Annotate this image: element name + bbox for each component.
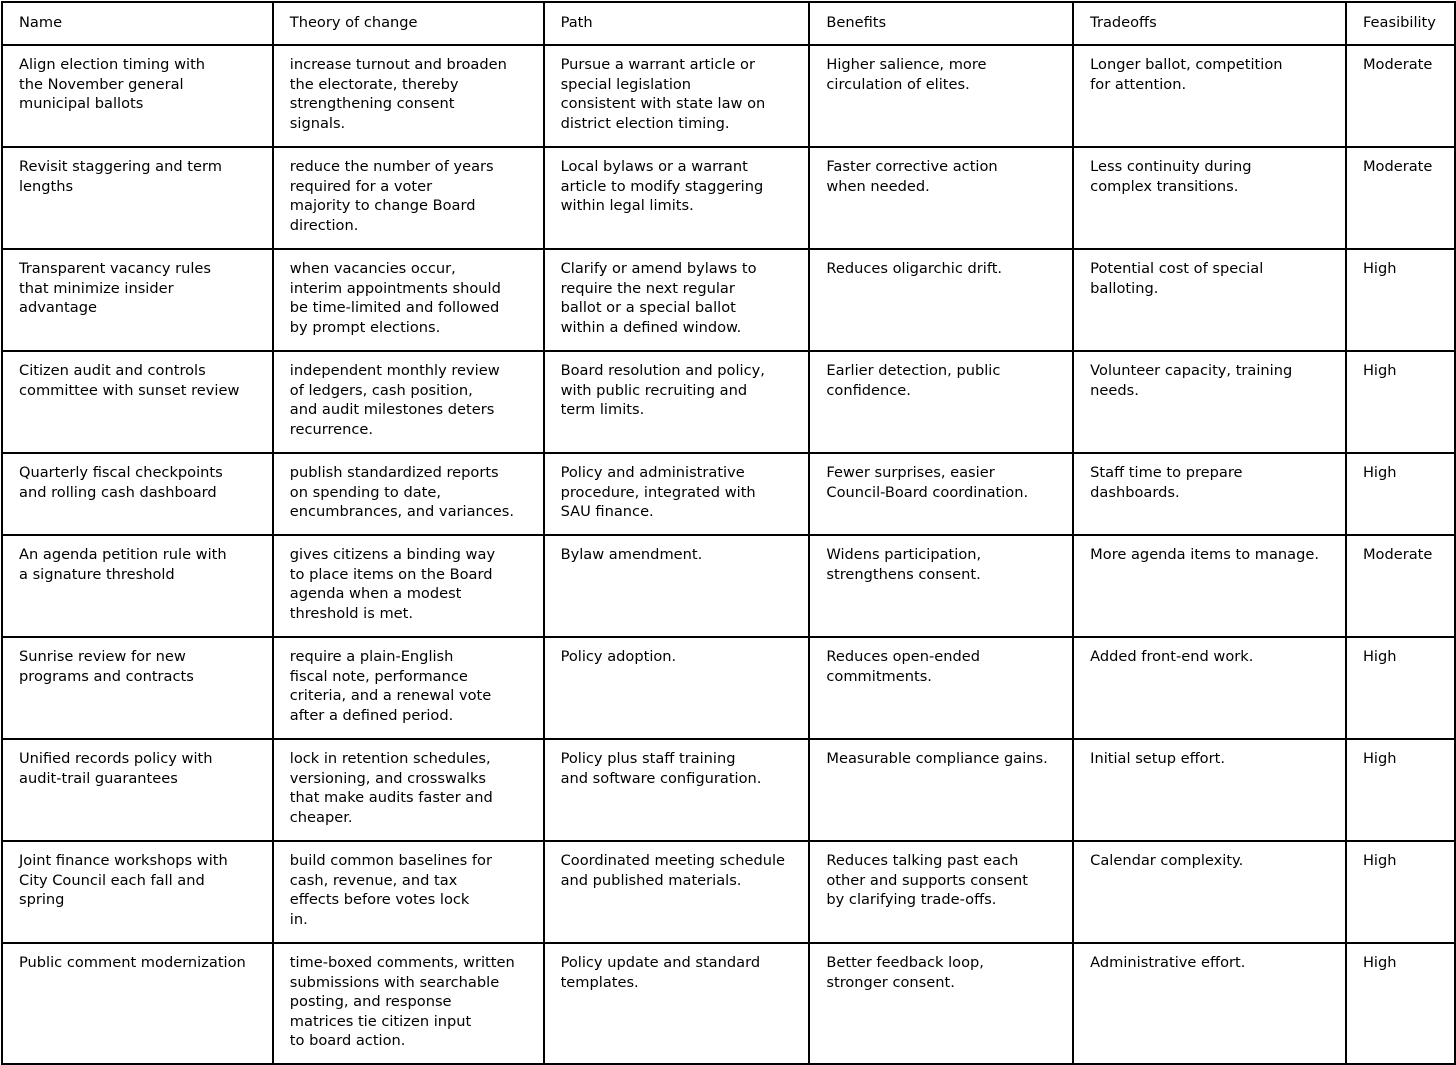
cell-theory [273, 637, 544, 739]
cell-benefits [809, 249, 1073, 351]
column-header-feasibility: Feasibility [1346, 2, 1455, 45]
cell-benefits-text: Higher salience, more circulation of elites. [826, 56, 987, 93]
cell-theory [273, 351, 544, 453]
cell-name-text: Citizen audit and controls committee with sunset review [19, 362, 240, 399]
cell-name [2, 637, 273, 739]
cell-feasibility [1346, 535, 1455, 637]
cell-name-text: Transparent vacancy rules that minimize insider advantage [19, 260, 212, 317]
table-row [2, 45, 1455, 147]
cell-tradeoffs [1073, 739, 1346, 841]
cell-path [544, 147, 810, 249]
cell-feasibility-text: High [1362, 362, 1397, 379]
cell-theory [273, 45, 544, 147]
cell-name-text: Revisit staggering and term lengths [19, 158, 222, 195]
cell-theory-text: when vacancies occur, interim appointments should be time-limited and followed by prompt elections. [289, 260, 501, 336]
cell-feasibility-text: High [1362, 852, 1397, 869]
column-header-tradeoffs: Tradeoffs [1073, 2, 1346, 45]
cell-tradeoffs [1073, 453, 1346, 535]
cell-tradeoffs-text: Longer ballot, competition for attention. [1090, 56, 1283, 93]
cell-benefits-text: Reduces oligarchic drift. [826, 260, 1003, 277]
cell-tradeoffs [1073, 249, 1346, 351]
cell-path [544, 535, 810, 637]
cell-feasibility [1346, 841, 1455, 943]
cell-benefits [809, 739, 1073, 841]
cell-path-text: Pursue a warrant article or special legislation consistent with state law on district election timing. [560, 56, 766, 132]
cell-feasibility [1346, 249, 1455, 351]
cell-theory [273, 453, 544, 535]
cell-benefits [809, 147, 1073, 249]
cell-tradeoffs [1073, 45, 1346, 147]
table-row [2, 147, 1455, 249]
column-header-theory-of-change: Theory of change [273, 2, 544, 45]
cell-name-text: Align election timing with the November general municipal ballots [19, 56, 206, 113]
cell-tradeoffs [1073, 147, 1346, 249]
cell-tradeoffs-text: Initial setup effort. [1090, 750, 1225, 767]
cell-benefits-text: Earlier detection, public confidence. [826, 362, 1001, 399]
cell-name [2, 249, 273, 351]
cell-benefits-text: Better feedback loop, stronger consent. [826, 954, 984, 991]
cell-feasibility-text: Moderate [1362, 56, 1433, 73]
cell-name [2, 943, 273, 1064]
cell-name [2, 739, 273, 841]
cell-feasibility [1346, 943, 1455, 1064]
cell-path [544, 351, 810, 453]
cell-path-text: Policy update and standard templates. [560, 954, 761, 991]
cell-theory [273, 535, 544, 637]
cell-benefits [809, 45, 1073, 147]
cell-path-text: Clarify or amend bylaws to require the next regular ballot or a special ballot within a defined window. [560, 260, 757, 336]
cell-theory [273, 841, 544, 943]
cell-feasibility-text: High [1362, 260, 1397, 277]
cell-theory-text: lock in retention schedules, versioning, and crosswalks that make audits faster and cheaper. [289, 750, 493, 826]
cell-feasibility-text: High [1362, 750, 1397, 767]
cell-path-text: Policy and administrative procedure, integrated with SAU finance. [560, 464, 756, 521]
cell-theory-text: require a plain-English fiscal note, performance criteria, and a renewal vote after a defined period. [289, 648, 492, 724]
cell-path-text: Local bylaws or a warrant article to modify staggering within legal limits. [560, 158, 764, 215]
cell-name-text: Public comment modernization [19, 954, 246, 971]
cell-path [544, 453, 810, 535]
cell-theory-text: publish standardized reports on spending to date, encumbrances, and variances. [289, 464, 515, 521]
column-header-path: Path [544, 2, 810, 45]
cell-feasibility [1346, 351, 1455, 453]
table-row [2, 351, 1455, 453]
cell-feasibility-text: Moderate [1362, 546, 1433, 563]
cell-name-text: Quarterly fiscal checkpoints and rolling cash dashboard [19, 464, 223, 501]
cell-tradeoffs-text: Calendar complexity. [1090, 852, 1244, 869]
cell-path [544, 249, 810, 351]
cell-tradeoffs-text: Staff time to prepare dashboards. [1090, 464, 1243, 501]
cell-feasibility [1346, 45, 1455, 147]
table-row [2, 841, 1455, 943]
cell-tradeoffs-text: More agenda items to manage. [1090, 546, 1320, 563]
cell-tradeoffs-text: Administrative effort. [1090, 954, 1246, 971]
cell-feasibility-text: High [1362, 648, 1397, 665]
column-header-benefits: Benefits [809, 2, 1073, 45]
cell-theory-text: reduce the number of years required for a voter majority to change Board direction. [289, 158, 494, 234]
cell-theory [273, 147, 544, 249]
cell-path [544, 637, 810, 739]
cell-benefits-text: Reduces talking past each other and supports consent by clarifying trade-offs. [826, 852, 1029, 909]
cell-name [2, 453, 273, 535]
cell-name-text: An agenda petition rule with a signature threshold [19, 546, 227, 583]
cell-theory-text: gives citizens a binding way to place items on the Board agenda when a modest threshold is met. [289, 546, 496, 622]
cell-feasibility [1346, 147, 1455, 249]
cell-tradeoffs [1073, 841, 1346, 943]
cell-name [2, 351, 273, 453]
table-row [2, 943, 1455, 1064]
cell-name-text: Sunrise review for new programs and contracts [19, 648, 194, 685]
table-row [2, 453, 1455, 535]
cell-name [2, 841, 273, 943]
table-row [2, 637, 1455, 739]
cell-theory-text: independent monthly review of ledgers, cash position, and audit milestones deters recurrence. [289, 362, 500, 438]
cell-tradeoffs [1073, 637, 1346, 739]
cell-benefits [809, 841, 1073, 943]
cell-theory [273, 249, 544, 351]
cell-feasibility-text: High [1362, 464, 1397, 481]
cell-name-text: Joint finance workshops with City Council each fall and spring [19, 852, 228, 909]
cell-benefits [809, 453, 1073, 535]
cell-benefits-text: Faster corrective action when needed. [826, 158, 998, 195]
table-row [2, 249, 1455, 351]
cell-name [2, 45, 273, 147]
cell-benefits [809, 535, 1073, 637]
cell-tradeoffs [1073, 535, 1346, 637]
header-row [2, 2, 1455, 45]
cell-benefits-text: Measurable compliance gains. [826, 750, 1048, 767]
reform-options-table [1, 1, 1456, 1065]
table-row [2, 739, 1455, 841]
cell-path [544, 45, 810, 147]
cell-theory [273, 739, 544, 841]
cell-path-text: Coordinated meeting schedule and published materials. [560, 852, 785, 889]
cell-name [2, 147, 273, 249]
cell-name [2, 535, 273, 637]
cell-feasibility [1346, 637, 1455, 739]
cell-feasibility [1346, 453, 1455, 535]
cell-path [544, 943, 810, 1064]
cell-path [544, 739, 810, 841]
cell-path-text: Policy plus staff training and software configuration. [560, 750, 762, 787]
cell-feasibility-text: High [1362, 954, 1397, 971]
cell-path-text: Bylaw amendment. [560, 546, 703, 563]
cell-feasibility-text: Moderate [1362, 158, 1433, 175]
cell-theory [273, 943, 544, 1064]
cell-benefits-text: Fewer surprises, easier Council-Board coordination. [826, 464, 1029, 501]
cell-path-text: Policy adoption. [560, 648, 677, 665]
cell-tradeoffs-text: Less continuity during complex transitions. [1090, 158, 1252, 195]
cell-tradeoffs-text: Potential cost of special balloting. [1090, 260, 1264, 297]
cell-benefits-text: Widens participation, strengthens consent. [826, 546, 982, 583]
cell-benefits [809, 943, 1073, 1064]
cell-path [544, 841, 810, 943]
cell-benefits-text: Reduces open-ended commitments. [826, 648, 981, 685]
cell-theory-text: build common baselines for cash, revenue, and tax effects before votes lock in. [289, 852, 492, 928]
cell-tradeoffs-text: Added front-end work. [1090, 648, 1254, 665]
cell-benefits [809, 637, 1073, 739]
cell-theory-text: increase turnout and broaden the electorate, thereby strengthening consent signals. [289, 56, 507, 132]
table-row [2, 535, 1455, 637]
cell-name-text: Unified records policy with audit-trail guarantees [19, 750, 213, 787]
cell-tradeoffs [1073, 351, 1346, 453]
cell-feasibility [1346, 739, 1455, 841]
cell-tradeoffs [1073, 943, 1346, 1064]
cell-benefits [809, 351, 1073, 453]
cell-theory-text: time-boxed comments, written submissions with searchable posting, and response matrices tie citizen input to board action. [289, 954, 515, 1050]
column-header-name: Name [2, 2, 273, 45]
cell-tradeoffs-text: Volunteer capacity, training needs. [1090, 362, 1293, 399]
cell-path-text: Board resolution and policy, with public recruiting and term limits. [560, 362, 765, 419]
